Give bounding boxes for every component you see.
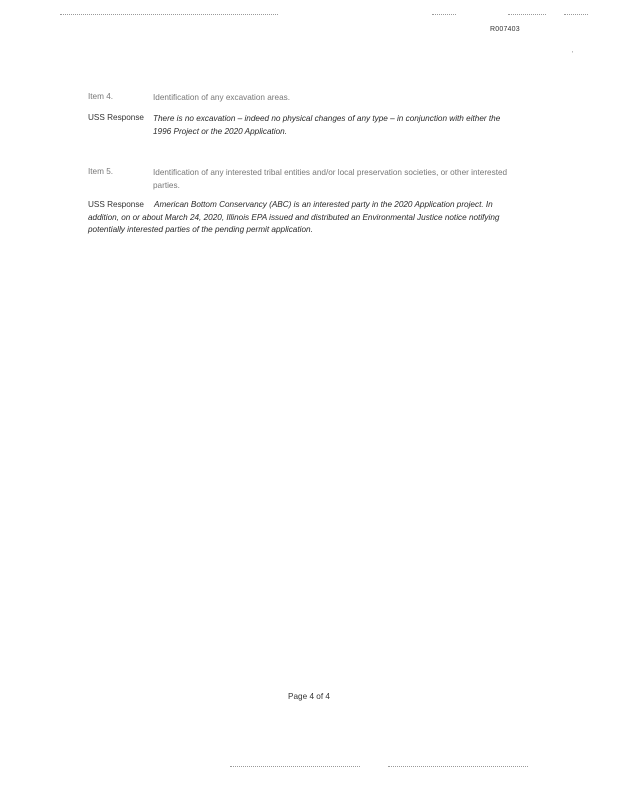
top-scan-artifact-mid [432, 14, 456, 17]
bates-number: R007403 [490, 26, 520, 33]
top-scan-artifact-right-1 [508, 14, 546, 17]
item-5-text: Identification of any interested tribal entities and/or local preservation societies, or other interested parties. [153, 168, 508, 190]
uss-response-2-block [88, 199, 508, 237]
top-scan-artifact-right-2 [564, 14, 588, 17]
uss-response-1-label: USS Response [88, 113, 144, 122]
item-4-text: Identification of any excavation areas. [153, 93, 290, 102]
uss-response-2-label: USS Response [88, 200, 144, 209]
corner-mark: ˌ [571, 44, 574, 53]
uss-response-2-text: American Bottom Conservancy (ABC) is an interested party in the 2020 Application project. In addition, on or about March 24, 2020, Illinois EPA issued and distributed an Environmental Justice notice notifying potentially interested parties of the pending permit application. [88, 200, 500, 234]
page-number: Page 4 of 4 [288, 692, 330, 701]
item-5-label: Item 5. [88, 167, 114, 176]
uss-response-1-text: There is no excavation – indeed no physical changes of any type – in conjunction with either the 1996 Project or the 2020 Application. [153, 114, 501, 136]
bottom-scan-artifact-left [230, 766, 360, 769]
item-4-label: Item 4. [88, 92, 114, 101]
top-scan-artifact-left [60, 14, 278, 17]
bottom-scan-artifact-right [388, 766, 528, 769]
